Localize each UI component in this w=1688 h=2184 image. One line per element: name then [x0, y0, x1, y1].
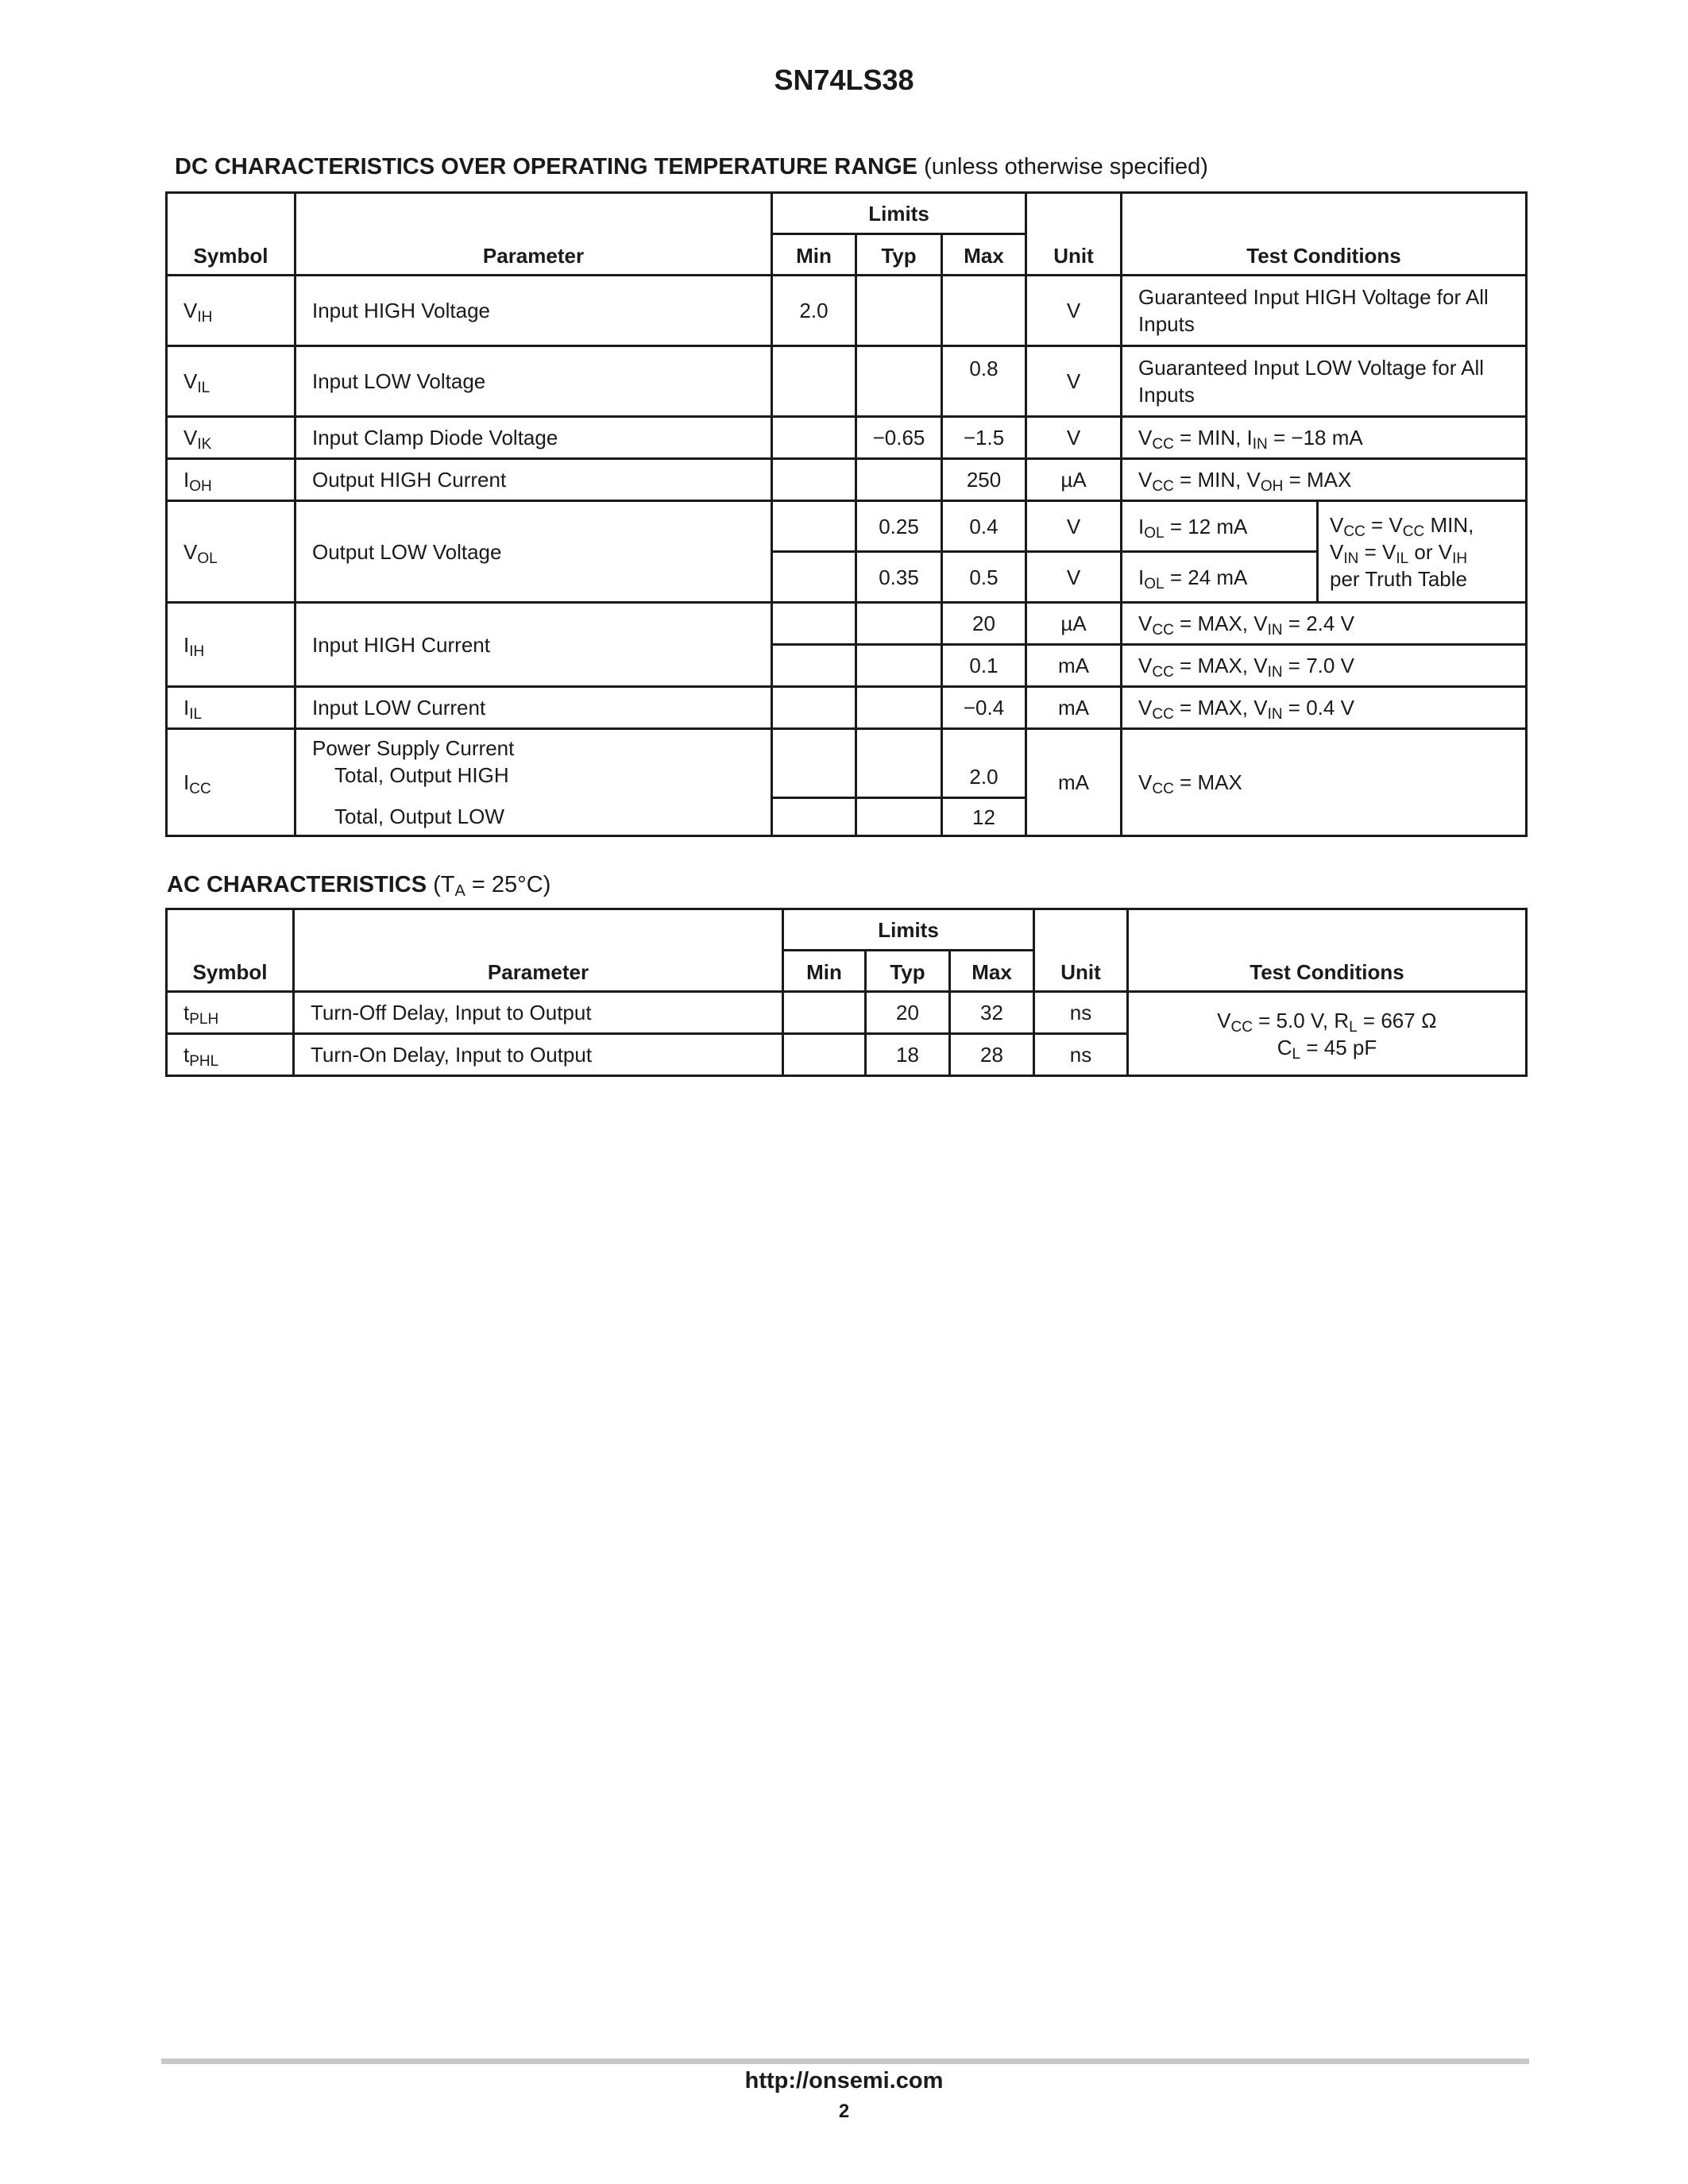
- symbol-cell: $t_{PLH}$: [167, 992, 294, 1034]
- typ-cell: [856, 798, 942, 836]
- conditions-cell: $V_{CC}$ = MAX, $V_{IN} = 2.4$ V: [1122, 603, 1527, 645]
- unit-cell: ns: [1034, 992, 1128, 1034]
- min-cell: [772, 501, 856, 552]
- dc-col-typ: Typ: [856, 234, 942, 276]
- conditions-side-cell: $V_{CC} = V_{CC}$ MIN, $V_{IN} = V_{IL}$ or $V_{IH}$ per Truth Table: [1318, 501, 1527, 603]
- ac-col-symbol: Symbol: [167, 909, 294, 992]
- parameter-cell: Input LOW Current: [295, 687, 772, 729]
- min-cell: [772, 552, 856, 603]
- min-cell: [783, 992, 866, 1034]
- dc-col-unit: Unit: [1026, 193, 1122, 276]
- table-row: [167, 346, 1527, 417]
- unit-cell: ns: [1034, 1034, 1128, 1076]
- ac-col-parameter: Parameter: [294, 909, 783, 992]
- min-cell: 2.0: [772, 276, 856, 346]
- ac-col-unit: Unit: [1034, 909, 1128, 992]
- footer-divider: [161, 2059, 1529, 2064]
- dc-col-min: Min: [772, 234, 856, 276]
- symbol-cell: $V_{IK}$: [167, 417, 295, 459]
- typ-cell: [856, 346, 942, 417]
- max-cell: 0.4: [942, 501, 1026, 552]
- max-cell: 20: [942, 603, 1026, 645]
- ac-characteristics-table: [165, 908, 1528, 1077]
- unit-cell: mA: [1026, 687, 1122, 729]
- dc-col-symbol: Symbol: [167, 193, 295, 276]
- parameter-cell: Input LOW Voltage: [295, 346, 772, 417]
- conditions-cell: $I_{OL} = 12$ mA: [1122, 501, 1318, 552]
- max-cell: 0.8: [942, 346, 1026, 417]
- table-row: [167, 276, 1527, 346]
- table-row: [167, 501, 1527, 552]
- typ-cell: 20: [866, 992, 950, 1034]
- typ-cell: 0.35: [856, 552, 942, 603]
- page-number: 2: [838, 2101, 850, 2122]
- max-cell: 250: [942, 459, 1026, 501]
- parameter-cell: Turn-On Delay, Input to Output: [294, 1034, 783, 1076]
- ac-col-limits: Limits: [783, 909, 1034, 951]
- parameter-cell: Input HIGH Current: [295, 603, 772, 687]
- ac-col-max: Max: [950, 951, 1034, 992]
- symbol-cell: $V_{OL}$: [167, 501, 295, 603]
- max-cell: 12: [942, 798, 1026, 836]
- dc-col-test-conditions: Test Conditions: [1122, 193, 1527, 276]
- dc-heading-note: (unless otherwise specified): [924, 154, 1208, 179]
- min-cell: [783, 1034, 866, 1076]
- min-cell: [772, 729, 856, 798]
- typ-cell: [856, 276, 942, 346]
- max-cell: 28: [950, 1034, 1034, 1076]
- max-cell: 0.1: [942, 645, 1026, 687]
- table-row: [167, 729, 1527, 798]
- table-row: [167, 459, 1527, 501]
- conditions-cell: Guaranteed Input HIGH Voltage for All Inputs: [1122, 276, 1527, 346]
- conditions-cell: $V_{CC}$ = MIN, $I_{IN} = -18$ mA: [1122, 417, 1527, 459]
- conditions-cell: $V_{CC}$ = MAX, $V_{IN} = 0.4$ V: [1122, 687, 1527, 729]
- ac-heading-note: $(T_A = 25^\circ C)$: [433, 872, 551, 900]
- conditions-cell: $V_{CC}$ = MIN, $V_{OH}$ = MAX: [1122, 459, 1527, 501]
- dc-heading-title: DC CHARACTERISTICS OVER OPERATING TEMPERATURE RANGE: [175, 154, 918, 179]
- max-cell: [942, 276, 1026, 346]
- table-row: [167, 687, 1527, 729]
- typ-cell: [856, 603, 942, 645]
- table-row: [167, 992, 1527, 1034]
- dc-col-limits: Limits: [772, 193, 1026, 234]
- symbol-cell: $I_{OH}$: [167, 459, 295, 501]
- unit-cell: V: [1026, 346, 1122, 417]
- unit-cell: µA: [1026, 603, 1122, 645]
- conditions-cell: $V_{CC}$ = MAX, $V_{IN} = 7.0$ V: [1122, 645, 1527, 687]
- symbol-cell: $t_{PHL}$: [167, 1034, 294, 1076]
- unit-cell: µA: [1026, 459, 1122, 501]
- ac-heading-title: AC CHARACTERISTICS: [167, 872, 427, 897]
- ac-header-row-top: [167, 909, 1527, 951]
- ac-col-min: Min: [783, 951, 866, 992]
- ac-col-test-conditions: Test Conditions: [1128, 909, 1527, 992]
- typ-cell: [856, 459, 942, 501]
- dc-characteristics-table: [165, 191, 1528, 837]
- page-title: SN74LS38: [774, 64, 914, 96]
- max-cell: −0.4: [942, 687, 1026, 729]
- symbol-cell: $V_{IL}$: [167, 346, 295, 417]
- min-cell: [772, 459, 856, 501]
- typ-cell: 18: [866, 1034, 950, 1076]
- parameter-cell: Output LOW Voltage: [295, 501, 772, 603]
- typ-cell: [856, 687, 942, 729]
- conditions-cell: $V_{CC}$ = MAX: [1122, 729, 1527, 836]
- unit-cell: mA: [1026, 645, 1122, 687]
- parameter-cell: Input HIGH Voltage: [295, 276, 772, 346]
- dc-header-row-top: [167, 193, 1527, 234]
- min-cell: [772, 417, 856, 459]
- conditions-cell: $V_{CC} = 5.0$ V, $R_L = 667$ Ω $C_L = 45$ pF: [1128, 992, 1527, 1076]
- min-cell: [772, 645, 856, 687]
- ac-section-heading: [167, 872, 550, 898]
- dc-col-max: Max: [942, 234, 1026, 276]
- max-cell: 32: [950, 992, 1034, 1034]
- unit-cell: V: [1026, 501, 1122, 552]
- unit-cell: mA: [1026, 729, 1122, 836]
- symbol-cell: $I_{IL}$: [167, 687, 295, 729]
- min-cell: [772, 798, 856, 836]
- footer-url-link[interactable]: http://onsemi.com: [744, 2068, 944, 2093]
- conditions-cell: Guaranteed Input LOW Voltage for All Inputs: [1122, 346, 1527, 417]
- unit-cell: V: [1026, 417, 1122, 459]
- typ-cell: [856, 645, 942, 687]
- parameter-cell: Power Supply Current Total, Output HIGH Total, Output LOW: [295, 729, 772, 836]
- table-row: [167, 417, 1527, 459]
- parameter-cell: Output HIGH Current: [295, 459, 772, 501]
- max-cell: 2.0: [942, 729, 1026, 798]
- max-cell: −1.5: [942, 417, 1026, 459]
- min-cell: [772, 346, 856, 417]
- typ-cell: [856, 729, 942, 798]
- unit-cell: V: [1026, 276, 1122, 346]
- ac-col-typ: Typ: [866, 951, 950, 992]
- typ-cell: 0.25: [856, 501, 942, 552]
- dc-section-heading: [175, 154, 1208, 180]
- unit-cell: V: [1026, 552, 1122, 603]
- max-cell: 0.5: [942, 552, 1026, 603]
- symbol-cell: $I_{CC}$: [167, 729, 295, 836]
- table-row: [167, 603, 1527, 645]
- parameter-cell: Turn-Off Delay, Input to Output: [294, 992, 783, 1034]
- min-cell: [772, 603, 856, 645]
- symbol-cell: $V_{IH}$: [167, 276, 295, 346]
- symbol-cell: $I_{IH}$: [167, 603, 295, 687]
- typ-cell: −0.65: [856, 417, 942, 459]
- min-cell: [772, 687, 856, 729]
- dc-col-parameter: Parameter: [295, 193, 772, 276]
- conditions-cell: $I_{OL} = 24$ mA: [1122, 552, 1318, 603]
- parameter-cell: Input Clamp Diode Voltage: [295, 417, 772, 459]
